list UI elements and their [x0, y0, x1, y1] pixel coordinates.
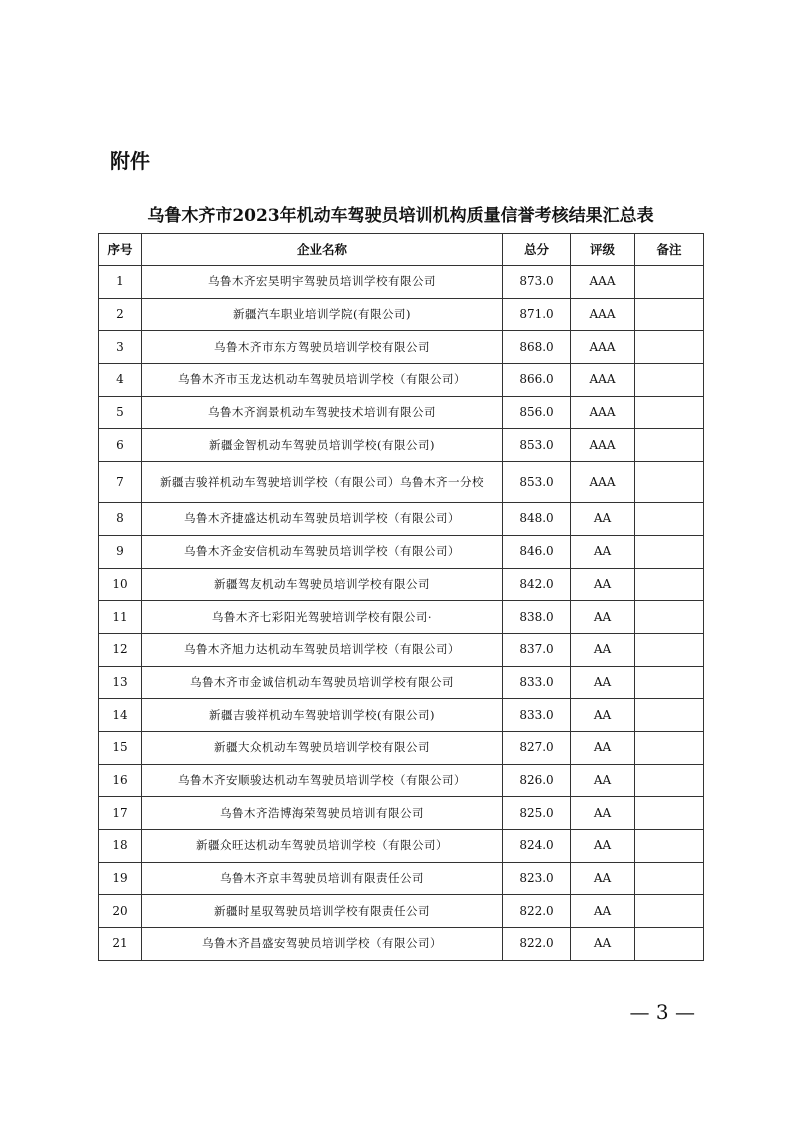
cell-no: 7: [99, 462, 142, 503]
cell-grade: AA: [571, 764, 635, 797]
cell-company-name: 乌鲁木齐市玉龙达机动车驾驶员培训学校（有限公司）: [142, 364, 503, 397]
cell-note: [635, 862, 704, 895]
table-row: [99, 731, 704, 764]
cell-company-name: 乌鲁木齐浩博海荣驾驶员培训有限公司: [142, 797, 503, 830]
cell-no: 1: [99, 266, 142, 299]
cell-company-name: 乌鲁木齐七彩阳光驾驶培训学校有限公司·: [142, 601, 503, 634]
cell-score: 827.0: [503, 731, 571, 764]
cell-grade: AA: [571, 568, 635, 601]
table-row: [99, 503, 704, 536]
table-row: [99, 633, 704, 666]
cell-no: 16: [99, 764, 142, 797]
cell-grade: AAA: [571, 266, 635, 299]
table-row: [99, 928, 704, 961]
cell-grade: AA: [571, 928, 635, 961]
table-row: [99, 830, 704, 863]
cell-grade: AAA: [571, 364, 635, 397]
cell-company-name: 新疆时星驭驾驶员培训学校有限责任公司: [142, 895, 503, 928]
cell-note: [635, 731, 704, 764]
cell-grade: AAA: [571, 462, 635, 503]
cell-score: 842.0: [503, 568, 571, 601]
table-row: [99, 764, 704, 797]
cell-note: [635, 797, 704, 830]
table-row: [99, 699, 704, 732]
cell-score: 833.0: [503, 699, 571, 732]
table-row: [99, 462, 704, 503]
cell-note: [635, 266, 704, 299]
table-header-row: [99, 234, 704, 266]
cell-grade: AA: [571, 699, 635, 732]
cell-grade: AA: [571, 895, 635, 928]
cell-note: [635, 298, 704, 331]
cell-note: [635, 568, 704, 601]
cell-grade: AA: [571, 601, 635, 634]
cell-grade: AA: [571, 797, 635, 830]
cell-no: 17: [99, 797, 142, 830]
cell-company-name: 乌鲁木齐昌盛安驾驶员培训学校（有限公司）: [142, 928, 503, 961]
cell-grade: AA: [571, 633, 635, 666]
cell-score: 826.0: [503, 764, 571, 797]
table-row: [99, 266, 704, 299]
cell-no: 21: [99, 928, 142, 961]
cell-no: 8: [99, 503, 142, 536]
cell-score: 853.0: [503, 429, 571, 462]
cell-no: 3: [99, 331, 142, 364]
cell-company-name: 乌鲁木齐润景机动车驾驶技术培训有限公司: [142, 396, 503, 429]
cell-grade: AAA: [571, 298, 635, 331]
cell-no: 11: [99, 601, 142, 634]
cell-company-name: 乌鲁木齐京丰驾驶员培训有限责任公司: [142, 862, 503, 895]
cell-company-name: 乌鲁木齐市金诚信机动车驾驶员培训学校有限公司: [142, 666, 503, 699]
cell-note: [635, 830, 704, 863]
cell-no: 19: [99, 862, 142, 895]
table-row: [99, 364, 704, 397]
cell-grade: AA: [571, 666, 635, 699]
document-title: 乌鲁木齐市2023年机动车驾驶员培训机构质量信誉考核结果汇总表: [147, 206, 654, 226]
cell-company-name: 乌鲁木齐市东方驾驶员培训学校有限公司: [142, 331, 503, 364]
cell-score: 846.0: [503, 535, 571, 568]
cell-score: 856.0: [503, 396, 571, 429]
cell-company-name: 乌鲁木齐安顺骏达机动车驾驶员培训学校（有限公司）: [142, 764, 503, 797]
cell-company-name: 乌鲁木齐宏昊明宇驾驶员培训学校有限公司: [142, 266, 503, 299]
cell-no: 14: [99, 699, 142, 732]
cell-note: [635, 699, 704, 732]
cell-score: 824.0: [503, 830, 571, 863]
column-header-note: 备注: [635, 234, 704, 266]
cell-score: 871.0: [503, 298, 571, 331]
cell-company-name: 乌鲁木齐捷盛达机动车驾驶员培训学校（有限公司）: [142, 503, 503, 536]
cell-note: [635, 633, 704, 666]
cell-no: 6: [99, 429, 142, 462]
cell-no: 20: [99, 895, 142, 928]
table-row: [99, 797, 704, 830]
cell-score: 822.0: [503, 928, 571, 961]
cell-company-name: 新疆汽车职业培训学院(有限公司): [142, 298, 503, 331]
cell-score: 825.0: [503, 797, 571, 830]
cell-score: 853.0: [503, 462, 571, 503]
cell-score: 837.0: [503, 633, 571, 666]
page-number: — 3 —: [629, 1000, 695, 1024]
cell-no: 18: [99, 830, 142, 863]
column-header-no: 序号: [99, 234, 142, 266]
cell-no: 2: [99, 298, 142, 331]
cell-note: [635, 764, 704, 797]
table-row: [99, 298, 704, 331]
cell-grade: AA: [571, 731, 635, 764]
table-row: [99, 601, 704, 634]
results-table: [98, 233, 704, 961]
cell-no: 9: [99, 535, 142, 568]
column-header-score: 总分: [503, 234, 571, 266]
attachment-heading: 附件: [110, 149, 150, 173]
cell-score: 848.0: [503, 503, 571, 536]
cell-company-name: 新疆众旺达机动车驾驶员培训学校（有限公司）: [142, 830, 503, 863]
table-row: [99, 568, 704, 601]
cell-no: 13: [99, 666, 142, 699]
cell-score: 873.0: [503, 266, 571, 299]
cell-note: [635, 462, 704, 503]
cell-note: [635, 535, 704, 568]
cell-grade: AA: [571, 503, 635, 536]
cell-company-name: 新疆吉骏祥机动车驾驶培训学校（有限公司）乌鲁木齐一分校: [142, 462, 503, 503]
cell-company-name: 乌鲁木齐金安信机动车驾驶员培训学校（有限公司）: [142, 535, 503, 568]
table-row: [99, 535, 704, 568]
cell-note: [635, 666, 704, 699]
cell-score: 866.0: [503, 364, 571, 397]
cell-company-name: 新疆金智机动车驾驶员培训学校(有限公司): [142, 429, 503, 462]
cell-no: 5: [99, 396, 142, 429]
cell-grade: AA: [571, 830, 635, 863]
cell-score: 833.0: [503, 666, 571, 699]
cell-grade: AA: [571, 862, 635, 895]
cell-grade: AAA: [571, 331, 635, 364]
cell-no: 15: [99, 731, 142, 764]
cell-note: [635, 928, 704, 961]
cell-grade: AAA: [571, 396, 635, 429]
cell-note: [635, 396, 704, 429]
table-row: [99, 895, 704, 928]
cell-note: [635, 503, 704, 536]
cell-note: [635, 331, 704, 364]
cell-score: 838.0: [503, 601, 571, 634]
cell-no: 12: [99, 633, 142, 666]
cell-company-name: 新疆吉骏祥机动车驾驶培训学校(有限公司): [142, 699, 503, 732]
column-header-name: 企业名称: [142, 234, 503, 266]
cell-grade: AAA: [571, 429, 635, 462]
cell-company-name: 新疆驾友机动车驾驶员培训学校有限公司: [142, 568, 503, 601]
cell-score: 823.0: [503, 862, 571, 895]
cell-note: [635, 429, 704, 462]
cell-no: 4: [99, 364, 142, 397]
table-row: [99, 396, 704, 429]
table-row: [99, 331, 704, 364]
table-row: [99, 862, 704, 895]
table-row: [99, 429, 704, 462]
cell-score: 822.0: [503, 895, 571, 928]
cell-note: [635, 601, 704, 634]
cell-company-name: 新疆大众机动车驾驶员培训学校有限公司: [142, 731, 503, 764]
table-row: [99, 666, 704, 699]
cell-score: 868.0: [503, 331, 571, 364]
cell-note: [635, 895, 704, 928]
cell-company-name: 乌鲁木齐旭力达机动车驾驶员培训学校（有限公司）: [142, 633, 503, 666]
column-header-grade: 评级: [571, 234, 635, 266]
cell-note: [635, 364, 704, 397]
cell-grade: AA: [571, 535, 635, 568]
cell-no: 10: [99, 568, 142, 601]
